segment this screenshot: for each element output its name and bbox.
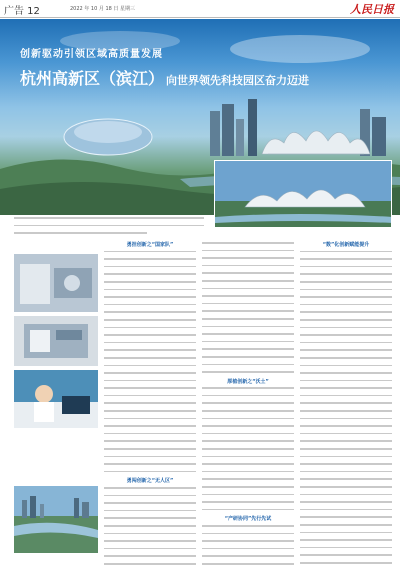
hero-title-sub: 向世界领先科技园区奋力迈进 [166, 74, 310, 87]
text-line [300, 448, 392, 454]
text-line [300, 304, 392, 310]
text-line [202, 540, 294, 546]
text-line [104, 289, 196, 295]
text-line [104, 273, 196, 279]
text-line [300, 402, 392, 408]
text-line [104, 251, 196, 257]
hero-title-main: 杭州高新区（滨江） [20, 69, 165, 88]
photo-column [14, 254, 98, 432]
lede-paragraph [14, 215, 204, 239]
text-line [202, 433, 294, 439]
text-line [104, 311, 196, 317]
page-header [0, 0, 400, 18]
text-line [300, 251, 392, 257]
text-line [300, 418, 392, 424]
text-line [300, 311, 392, 317]
text-line [104, 334, 196, 340]
text-line [300, 532, 392, 538]
text-line [300, 266, 392, 272]
text-line [104, 281, 196, 287]
text-line [104, 372, 196, 378]
text-line [300, 547, 392, 553]
text-line [202, 295, 294, 301]
text-line [300, 456, 392, 462]
text-line [202, 478, 294, 484]
text-line [300, 365, 392, 371]
text-line [202, 395, 294, 401]
text-line [104, 349, 196, 355]
text-line [300, 516, 392, 522]
article-column-3 [300, 240, 392, 565]
text-line [202, 288, 294, 294]
text-line [104, 517, 196, 523]
text-line [104, 463, 196, 469]
text-line [104, 342, 196, 348]
text-line [202, 318, 294, 324]
text-line [202, 548, 294, 554]
text-line [104, 357, 196, 363]
text-line [104, 495, 196, 501]
text-line [104, 456, 196, 462]
text-line [300, 319, 392, 325]
text-line [300, 342, 392, 348]
text-line [202, 310, 294, 316]
text-line [202, 555, 294, 561]
text-line [104, 555, 196, 561]
text-line [202, 494, 294, 500]
text-line [300, 539, 392, 545]
text-line [104, 510, 196, 516]
text-line [104, 525, 196, 531]
text-line [104, 418, 196, 424]
text-line [14, 217, 204, 223]
text-line [104, 425, 196, 431]
text-line [300, 509, 392, 515]
text-line [104, 266, 196, 272]
text-line [300, 349, 392, 355]
text-line [14, 232, 204, 238]
text-line [300, 273, 392, 279]
text-line [202, 257, 294, 263]
text-line [104, 296, 196, 302]
text-line [202, 280, 294, 286]
section-heading: 厚植创新之“沃土” [227, 378, 269, 385]
text-line [300, 478, 392, 484]
stadium-photo [214, 160, 392, 228]
text-line [300, 327, 392, 333]
text-line [300, 380, 392, 386]
text-line [202, 533, 294, 539]
text-line [300, 486, 392, 492]
text-line [300, 395, 392, 401]
text-line [104, 540, 196, 546]
text-line [202, 463, 294, 469]
equipment-photo [14, 316, 98, 366]
researcher-photo [14, 370, 98, 428]
text-line [202, 333, 294, 339]
text-line [300, 296, 392, 302]
text-line [202, 242, 294, 248]
text-line [14, 225, 204, 231]
text-line [300, 440, 392, 446]
text-line [202, 410, 294, 416]
text-line [104, 304, 196, 310]
text-line [202, 364, 294, 370]
text-line [202, 425, 294, 431]
text-line [202, 272, 294, 278]
text-line [104, 380, 196, 386]
text-line [202, 448, 294, 454]
text-line [202, 250, 294, 256]
text-line [104, 395, 196, 401]
lab-photo [14, 254, 98, 312]
text-line [202, 402, 294, 408]
text-line [104, 440, 196, 446]
text-line [300, 387, 392, 393]
text-line [300, 410, 392, 416]
hero-title [20, 66, 309, 89]
masthead-logo: 人民日报 [350, 3, 394, 16]
text-line [300, 433, 392, 439]
date-line: 2022 年 10 月 18 日 星期三 [70, 6, 135, 12]
text-line [104, 327, 196, 333]
text-line [202, 265, 294, 271]
text-line [202, 387, 294, 393]
text-line [104, 410, 196, 416]
text-line [104, 448, 196, 454]
text-line [202, 440, 294, 446]
text-line [300, 334, 392, 340]
text-line [202, 326, 294, 332]
text-line [202, 501, 294, 507]
city-aerial-photo [14, 486, 98, 553]
text-line [104, 258, 196, 264]
text-line [104, 433, 196, 439]
text-line [202, 456, 294, 462]
text-line [202, 471, 294, 477]
text-line [202, 348, 294, 354]
text-line [104, 402, 196, 408]
hero-kicker: 创新驱动引领区域高质量发展 [20, 49, 163, 60]
text-line [300, 289, 392, 295]
text-line [104, 471, 196, 477]
text-line [300, 471, 392, 477]
text-line [202, 341, 294, 347]
text-line [202, 525, 294, 531]
section-heading: “数”化创新赋能提升 [322, 242, 370, 248]
text-line [300, 258, 392, 264]
text-line [104, 533, 196, 539]
text-line [300, 281, 392, 287]
text-line [104, 502, 196, 508]
text-line [202, 509, 294, 515]
section-heading: 勇担创新之“国家队” [126, 242, 174, 248]
text-line [300, 501, 392, 507]
text-line [300, 494, 392, 500]
text-line [300, 425, 392, 431]
article-column-1 [104, 240, 196, 565]
text-line [300, 372, 392, 378]
text-line [202, 486, 294, 492]
section-heading: “产研协同”先行先试 [224, 516, 272, 523]
text-line [104, 319, 196, 325]
section-heading: 勇闯创新之“无人区” [126, 478, 174, 485]
text-line [104, 387, 196, 393]
text-line [104, 487, 196, 493]
text-line [104, 365, 196, 371]
text-line [300, 357, 392, 363]
article-column-2 [202, 240, 294, 565]
text-line [202, 356, 294, 362]
text-line [300, 463, 392, 469]
text-line [300, 524, 392, 530]
text-line [300, 554, 392, 560]
text-line [202, 371, 294, 377]
text-line [104, 548, 196, 554]
section-tag: 广告 12 [4, 6, 40, 17]
text-line [202, 303, 294, 309]
text-line [202, 418, 294, 424]
